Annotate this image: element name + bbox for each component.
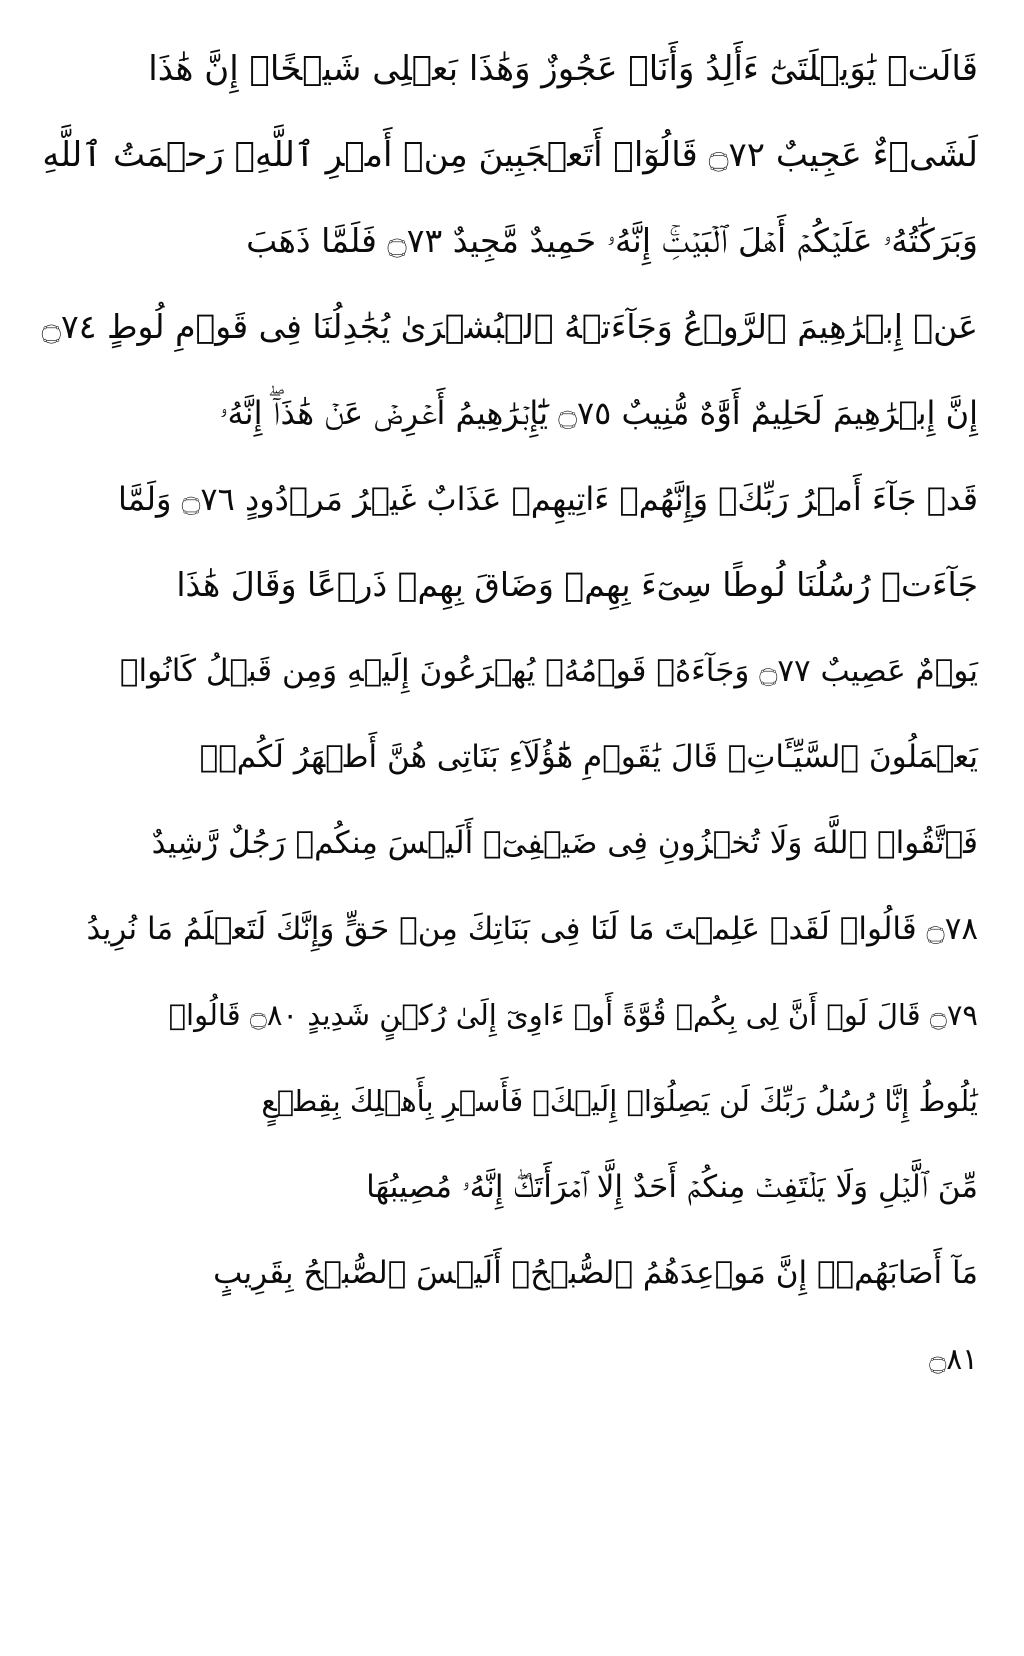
quran-line-6 — [46, 456, 978, 542]
quran-line-text: مِّنَ ٱلَّيۡلِ وَلَا يَلۡتَفِتۡ مِنكُمۡ أَحَدٌ إِلَّا ٱمۡرَأَتَكَۖ إِنَّهُۥ مُصِيبُهَا — [366, 1169, 978, 1205]
quran-line-text: قَالَتۡ يَٰوَيۡلَتَىٰٓ ءَأَلِدُ وَأَنَا۠ عَجُوزٌ وَهَٰذَا بَعۡلِى شَيۡخًاۖ إِنَّ هَٰذَا — [148, 49, 978, 89]
quran-line-text: يَٰلُوطُ إِنَّا رُسُلُ رَبِّكَ لَن يَصِلُوٓا۟ إِلَيۡكَۖ فَأَسۡرِ بِأَهۡلِكَ بِقِطۡعٍ — [261, 1084, 978, 1118]
quran-line-text: عَنۡ إِبۡرَٰهِيمَ ٱلرَّوۡعُ وَجَآءَتۡهُ ٱلۡبُشۡرَىٰ يُجَٰدِلُنَا فِى قَوۡمِ لُوطٍ ۝٧٤ — [41, 307, 978, 346]
quran-line-text: جَآءَتۡ رُسُلُنَا لُوطًا سِىٓءَ بِهِمۡ وَضَاقَ بِهِمۡ ذَرۡعًا وَقَالَ هَٰذَا — [176, 565, 978, 604]
quran-line-9 — [46, 714, 978, 800]
quran-line-12 — [46, 972, 978, 1058]
quran-line-8 — [46, 628, 978, 714]
quran-line-text: ۝٧٩ قَالَ لَوۡ أَنَّ لِى بِكُمۡ قُوَّةً أَوۡ ءَاوِىٓ إِلَىٰ رُكۡنٍ شَدِيدٍ ۝٨٠ قَالُوا۟ — [168, 998, 978, 1032]
quran-line-2 — [42, 112, 978, 198]
quran-line-text: يَوۡمٌ عَصِيبٌ ۝٧٧ وَجَآءَهُۥ قَوۡمُهُۥ يُهۡرَعُونَ إِلَيۡهِ وَمِن قَبۡلُ كَانُوا۟ — [119, 653, 978, 689]
quran-line-5 — [46, 370, 978, 456]
quran-line-16 — [46, 1316, 978, 1402]
quran-line-text: ۝٧٨ قَالُوا۟ لَقَدۡ عَلِمۡتَ مَا لَنَا فِى بَنَاتِكَ مِنۡ حَقٍّ وَإِنَّكَ لَتَعۡلَمُ مَا نُرِيدُ — [86, 911, 978, 947]
quran-line-10 — [46, 800, 978, 886]
quran-line-3 — [46, 198, 978, 284]
quran-line-13 — [46, 1058, 978, 1144]
quran-line-text: مَآ أَصَابَهُمۡۚ إِنَّ مَوۡعِدَهُمُ ٱلصُّبۡحُۚ أَلَيۡسَ ٱلصُّبۡحُ بِقَرِيبٍ — [213, 1255, 978, 1291]
quran-line-15 — [46, 1230, 978, 1316]
quran-line-4 — [41, 284, 978, 370]
quran-line-text: لَشَىۡءٌ عَجِيبٌ ۝٧٢ قَالُوٓا۟ أَتَعۡجَبِينَ مِنۡ أَمۡرِ ٱللَّهِۖ رَحۡمَتُ ٱللَّهِ — [42, 135, 978, 175]
quran-line-text: وَبَرَكَٰتُهُۥ عَلَيۡكُمۡ أَهۡلَ ٱلۡبَيۡتِۚ إِنَّهُۥ حَمِيدٌ مَّجِيدٌ ۝٧٣ فَلَمَّا ذَهَبَ — [246, 221, 978, 260]
quran-line-text: قَدۡ جَآءَ أَمۡرُ رَبِّكَۖ وَإِنَّهُمۡ ءَاتِيهِمۡ عَذَابٌ غَيۡرُ مَرۡدُودٍ ۝٧٦ وَلَمَّا — [118, 480, 978, 518]
quran-line-11 — [46, 886, 978, 972]
ayah-marker-81: ۝٨١ — [929, 1342, 978, 1376]
quran-line-7 — [46, 542, 978, 628]
quran-text-block — [41, 26, 978, 1636]
quran-line-text: فَٱتَّقُوا۟ ٱللَّهَ وَلَا تُخۡزُونِ فِى ضَيۡفِىٓۖ أَلَيۡسَ مِنكُمۡ رَجُلٌ رَّشِيدٌ — [151, 825, 978, 861]
quran-line-1 — [46, 26, 978, 112]
quran-line-text: يَعۡمَلُونَ ٱلسَّيِّـَٔاتِۚ قَالَ يَٰقَوۡمِ هَٰٓؤُلَآءِ بَنَاتِى هُنَّ أَطۡهَرُ لَكُمۡۖ — [199, 739, 978, 775]
quran-line-text: إِنَّ إِبۡرَٰهِيمَ لَحَلِيمٌ أَوَّٰهٌ مُّنِيبٌ ۝٧٥ يَٰٓإِبۡرَٰهِيمُ أَعۡرِضۡ عَنۡ هَٰذَآۖ إِنَّهُۥ — [219, 394, 978, 432]
quran-line-14 — [46, 1144, 978, 1230]
